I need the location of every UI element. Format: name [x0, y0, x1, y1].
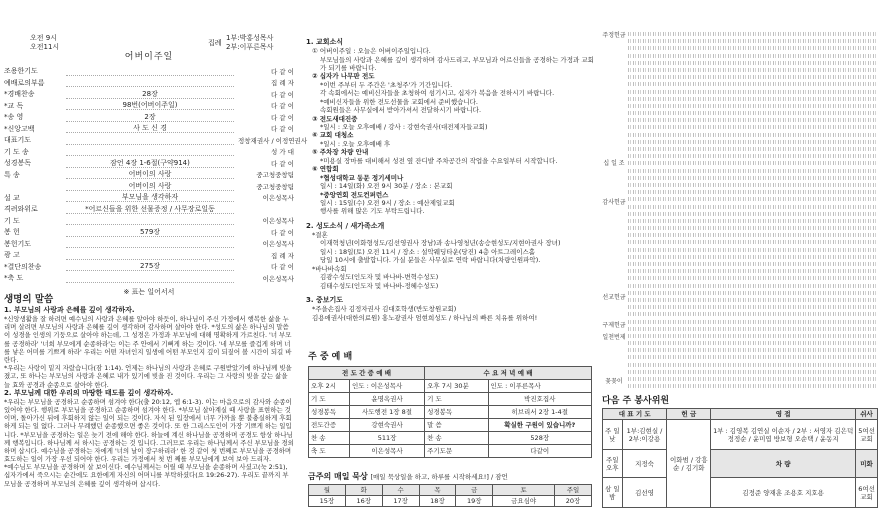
news-line: *중앙연회 전도컨퍼런스: [320, 190, 389, 199]
news-line: *협성대학교 동문 정기세미나: [320, 173, 404, 182]
order-dots: [66, 229, 234, 237]
news-line: 일시 : 15일(수) 오전 9시 / 장소 : 예산제일교회: [320, 198, 455, 207]
offering-name-line: [628, 341, 876, 345]
order-label: 광 고: [4, 251, 20, 260]
news-line: 속회원들은 사무실에서 받아가셔서 전달하시기 바랍니다.: [320, 106, 482, 115]
week-worship-cell: 성경봉독: [309, 406, 350, 419]
week-worship-cell: 기 도: [425, 393, 488, 406]
offering-names: [628, 32, 876, 391]
order-middle: [147, 239, 153, 247]
order-middle: 28장: [139, 90, 161, 98]
order-middle: [147, 216, 153, 224]
offering-name-line: [628, 219, 876, 223]
order-row: [4, 158, 294, 170]
news-line: *일시 : 오늘 오후예배 / 강사 : 강현숙권사(대전제자들교회): [320, 123, 488, 132]
order-row: [4, 273, 294, 285]
sv-row1-label: 주 일 낮: [603, 420, 623, 450]
offering-name-line: [628, 327, 876, 331]
week-worship-cell: 찬 송: [425, 432, 488, 445]
offering-name-line: [628, 104, 876, 108]
offering-name-line: [628, 276, 876, 280]
offering-name-line: [628, 291, 876, 295]
side-label-1: 주정헌금: [602, 32, 626, 39]
order-row: [4, 250, 294, 262]
week-worship-title: 주 중 예 배: [308, 352, 353, 362]
order-dots: [66, 263, 234, 271]
news-line: 김광수성도(인도자 및 바나바-변혁수성도): [320, 273, 439, 282]
reading-chapter: 17장: [382, 496, 419, 507]
offering-name-line: [628, 140, 876, 144]
order-row: [4, 112, 294, 124]
week-worship-cell: 축 도: [309, 445, 350, 458]
order-right: 이은성목사: [262, 217, 294, 226]
week-worship-cell: 확실한 구원이 있습니까?: [488, 419, 591, 432]
offering-name-line: [628, 370, 876, 374]
news-line: *주을손집사 김정자권사 김대호학생(반도창원교회): [312, 305, 457, 314]
news-line: 김용애권사(대한의료원) 홍노광권사 엄현희성도 / 하나님의 빠른 치유를 위하여!: [312, 313, 538, 322]
order-middle: 98번(어버이주일): [120, 101, 181, 109]
order-dots: [66, 102, 234, 110]
reading-chapter: 18장: [419, 496, 456, 507]
order-right: 다 같 이: [271, 125, 294, 134]
week-worship-cell: 기 도: [309, 393, 350, 406]
order-row: [4, 66, 294, 78]
week-worship-cell: 이은성목사: [349, 445, 424, 458]
order-label: 성경봉독: [4, 159, 32, 168]
offering-name-line: [628, 197, 876, 201]
order-row: [4, 135, 308, 147]
week-worship-row: [309, 445, 592, 458]
sv-h-guide: 영 접: [711, 409, 856, 420]
order-label: *결단의찬송: [4, 262, 42, 271]
order-right: 다 같 이: [271, 263, 294, 272]
word-para-3: *우리는 부모님을 공경하고 순종하며 섬겨야 한다(출 20:12, 엡 6:1-3). 이는 마음으로의 감사와 순종이 있어야 한다. 행위로 부모님을 공경하고 순종하며 섬겨야 한다. *부모님 살아계실 때 사랑을 표현하는 것이며, 돌아가신 뒤에 후회하지 않는 일이 되는 것이다. 자식 된 입장에서 너무 가까울 뿐 불충실하게 후회하게 되는 일 없다. 그러나 무례했던 순종했으면 좋은 것이다. 또 한 그리스도인이 가장 기쁘게 하는 일입니다. *부모님을 공경하는 일은 늦기 전에 해야 한다. 하늘에 계신 하나님을 공경하며 공경도 항상 하나님께 행복입니다. 하나님께 서 하시는 공경하는 것 입니다. 그러므로 우리는 하나님께서 주신 부모님을 경외하며 삽시다. 예수님을 공경하는 자에게 '너의 날이 장구하리라' 한 것 같이 첫 번째로 부모님을 공경하며 효도하는 일이 가장 우선 되어야 한다. 우리는 가정에서 첫 번 째를 부모님에게 보여 보아 드리자.: [4, 397, 294, 464]
order-label: *신앙고백: [4, 124, 35, 133]
order-row: [4, 262, 294, 274]
order-middle: [147, 67, 153, 75]
offering-name-line: [628, 176, 876, 180]
week-worship-cell: 511장: [349, 432, 424, 445]
news-heading: 3. 중보기도: [306, 296, 344, 304]
offering-name-line: [628, 68, 876, 72]
news-line: 김태수성도(인도자 및 바나바-정혜수성도): [320, 281, 439, 290]
news-line: *예비신자들을 위한 전도선물을 교회에서 준비했습니다.: [320, 97, 478, 106]
order-middle: 275장: [137, 262, 163, 270]
order-dots: [66, 194, 234, 202]
offering-name-line: [628, 348, 876, 352]
right-leader: 인도 : 이푸른목사: [488, 380, 591, 393]
news-line: ⑤ 주차장 차량 안내: [312, 148, 369, 157]
reading-chapter: 금요심야: [493, 496, 555, 507]
order-row: [4, 101, 294, 113]
offering-name-line: [628, 54, 876, 58]
order-row: [4, 239, 294, 251]
sv-h-offering: 헌 금: [667, 409, 711, 420]
reading-day: 금: [456, 485, 493, 496]
order-dots: [66, 114, 234, 122]
week-worship-cell: 히브리서 2장 1-4절: [488, 406, 591, 419]
order-row: [4, 181, 294, 193]
offering-name-line: [628, 363, 876, 367]
right-service-title: 수 요 저 녁 예 배: [425, 367, 592, 380]
order-label: *경배찬송: [4, 90, 35, 99]
servants-title: 다음 주 봉사위원: [602, 396, 670, 406]
word-para-4: *예수님도 부모님을 공경하며 살 보이신다. 예수님께서는 어릴 때 부모님을 순종하며 사셨고(눅 2:51), 십자가에서 죽으시는 순간에도 요한에게 자신의 어머니를 부탁하셨다(요 19:26-27). 우리도 끝까지 부모님을 공경하며 부모님의 은혜를 깊이 생각하며 삽시다.: [4, 463, 289, 488]
news-heading: 1. 교회소식: [306, 38, 344, 46]
order-middle: 어버이의 사랑: [126, 182, 175, 190]
week-worship-row: [309, 393, 592, 406]
sv-h-meal: 쉬사: [856, 409, 878, 420]
reading-title: 금주의 매일 묵상: [308, 472, 368, 481]
order-dots: [66, 160, 234, 168]
side-label-7: 꽃꽂이: [605, 378, 623, 385]
week-worship-cell: 다같이: [488, 445, 591, 458]
order-dots: [66, 183, 234, 191]
order-row: [4, 204, 294, 216]
order-right: 중고청중창팀: [256, 171, 294, 180]
offering-name-line: [628, 320, 876, 324]
offering-name-line: [628, 233, 876, 237]
order-middle: [147, 78, 153, 86]
week-worship-cell: 윤명옥권사: [349, 393, 424, 406]
order-row: [4, 216, 294, 228]
news-heading: 2. 성도소식 / 새가족소개: [306, 221, 385, 230]
offering-name-line: [628, 75, 876, 79]
order-right: 이은성목사: [262, 274, 294, 283]
order-right: 다 같 이: [271, 90, 294, 99]
sv-h-clean: 미화: [856, 450, 878, 478]
order-label: *교 독: [4, 101, 24, 110]
week-worship-cell: 박진호집사: [488, 393, 591, 406]
news-line: 일시 : 18일(토) 오전 11시 / 장소 : 설악웨딩타운(당진) 4층 아트그레이스홀: [320, 247, 536, 256]
reading-chapter: 19장: [456, 496, 493, 507]
offering-name-line: [628, 97, 876, 101]
week-worship-cell: 강현숙권사: [349, 419, 424, 432]
sv-offering: 이화범 / 강흥순 / 김기화: [667, 420, 711, 508]
week-worship-cell: 성경봉독: [425, 406, 488, 419]
reading-day: 주일: [555, 485, 592, 496]
news-line: ④ 교회 대청소: [312, 131, 354, 140]
order-middle: [147, 147, 153, 155]
order-row: [4, 170, 294, 182]
news-line: *이번 주부터 두 주간은 '초청주'가 기간입니다.: [320, 80, 453, 89]
offering-name-line: [628, 269, 876, 273]
order-dots: [66, 68, 234, 76]
order-dots: [66, 125, 234, 133]
order-dots: [66, 206, 234, 214]
reading-day: 목: [419, 485, 456, 496]
week-worship-cell: 사도행전 1장 8절: [349, 406, 424, 419]
side-label-3: 감사헌금: [602, 199, 626, 206]
offering-name-line: [628, 154, 876, 158]
offering-name-line: [628, 90, 876, 94]
order-right: 다 같 이: [271, 102, 294, 111]
offering-name-line: [628, 248, 876, 252]
order-dots: [66, 148, 234, 156]
news-line: 당일 10시에 출발합니다. 가실 분들은 사무실로 연락 바랍니다(차량인원파악).: [320, 256, 541, 265]
word-subtitle-2: 2. 부모님께 대한 우리의 마땅한 태도를 깊이 생각하자.: [4, 388, 174, 397]
order-middle: [147, 136, 153, 144]
side-label-5: 구제헌금: [602, 322, 626, 329]
order-right: 이은성목사: [262, 240, 294, 249]
order-middle: *어르신들을 위한 선물증정 / 사무장로일동: [82, 205, 218, 213]
reading-day: 토: [493, 485, 555, 496]
news-line: *미용실 장마를 대비해서 성전 옆 잔디밭 주차공간의 작업을 수요일부터 시작합니다.: [320, 156, 558, 165]
order-right: 이은성목사: [262, 194, 294, 203]
reading-header: [308, 472, 508, 482]
news-line: ③ 전도새대진중: [312, 114, 358, 123]
order-dots: [66, 137, 234, 145]
order-label: 설 교: [4, 193, 20, 202]
week-worship-cell: 찬 송: [309, 432, 350, 445]
order-row: [4, 124, 294, 136]
news-line: 부모님들의 사랑과 은혜를 깊이 생각하며 감사드리고, 부모님과 어르신들을 공경하는 가정과 교회가 되기를 바랍니다.: [320, 55, 594, 72]
order-label: 대표기도: [4, 136, 32, 145]
news-line: 이재혁청년(이화형성도/김선영권사 장남)과 송나영청년(송승현성도/지현아권사 장녀): [320, 239, 561, 248]
week-worship-cell: 말 씀: [425, 419, 488, 432]
order-label: 기 도: [4, 216, 20, 225]
sv-row2-label: 주일오후: [603, 450, 623, 478]
reading-chapter: 15장: [309, 496, 346, 507]
left-leader: 인도 : 이은성목사: [349, 380, 424, 393]
order-label: *송 영: [4, 113, 24, 122]
order-column: [0, 0, 308, 523]
offering-name-line: [628, 61, 876, 65]
offering-name-line: [628, 312, 876, 316]
week-worship-cell: 528장: [488, 432, 591, 445]
reading-table: [308, 484, 592, 507]
order-right: 다 같 이: [271, 228, 294, 237]
service-label: 집례: [208, 39, 222, 47]
word-para-2: *우리는 사랑이 밑지 자랐습니다(잠 1:14). 언제는 하나님의 사랑과 은혜로 구원받았기에 하나님께 빚을 졌고, 또 하나는 부모님의 사랑과 은혜로 내가 있기에 빚을 진 것이다. 우리는 그 사랑의 빚을 갚는 삶을 늘 효와 공경과 순종으로 살아야 한다.: [4, 364, 292, 389]
order-middle: [147, 274, 153, 282]
offering-name-line: [628, 334, 876, 338]
reading-subtitle: [매일 묵상일을 하고, 하루를 시작하세요!] / 잠언: [370, 473, 508, 481]
week-worship-row: [309, 406, 592, 419]
offering-name-line: [628, 240, 876, 244]
sv-h-prayer: 대 표 기 도: [603, 409, 667, 420]
order-right: 중고청중창팀: [256, 182, 294, 191]
sv-row3-label: 삼 일 밤: [603, 478, 623, 508]
order-dots: [66, 79, 234, 87]
sv-guide: 1부 : 김영복 김연실 이순자 / 2부 : 서영자 김은덕 정정순 / 윤미엽 방보형 오순택 / 윤동지: [711, 420, 856, 450]
word-subtitle-1: 1. 부모님의 사랑과 은혜를 깊이 생각하자.: [4, 306, 135, 315]
right-time: 오후 7시 30분: [425, 380, 488, 393]
reading-day: 수: [382, 485, 419, 496]
order-label: 예배로의부름: [4, 78, 45, 87]
news-line: ② 십자가 나무판 전도: [312, 72, 375, 81]
offering-name-line: [628, 212, 876, 216]
order-right: 집 례 자: [271, 251, 294, 260]
reading-day: 월: [309, 485, 346, 496]
offering-name-line: [628, 147, 876, 151]
sv-meal: 5여선교회: [856, 420, 878, 450]
side-label-6: 일천번제: [602, 334, 626, 341]
order-right: 다 같 이: [271, 67, 294, 76]
news-line: *결혼: [312, 230, 328, 239]
order-row: [4, 227, 294, 239]
news-line: ① 어버이주일 : 오늘은 어버이주일입니다.: [312, 47, 431, 56]
news-line: 각 속회에서는 예비신자들을 초청하여 섬기시고, 십자가 복음을 전하시기 바랍니다.: [320, 89, 555, 98]
order-right: 집 례 자: [271, 79, 294, 88]
offering-name-line: [628, 183, 876, 187]
reading-chapter: 16장: [345, 496, 382, 507]
order-middle: 어버이의 사랑: [126, 170, 175, 178]
order-row: [4, 89, 294, 101]
offering-name-line: [628, 226, 876, 230]
offering-name-line: [628, 46, 876, 50]
order-row: [4, 78, 294, 90]
news-section: [306, 36, 594, 326]
news-line: 행사를 위해 많은 기도 부탁드립니다.: [320, 207, 425, 216]
order-middle: 사 도 신 경: [130, 124, 170, 132]
offering-name-line: [628, 298, 876, 302]
news-column: [300, 0, 600, 523]
offering-name-line: [628, 190, 876, 194]
offering-name-line: [628, 205, 876, 209]
order-dots: [66, 240, 234, 248]
offering-name-line: [628, 32, 876, 36]
reading-day: 화: [345, 485, 382, 496]
order-dots: [66, 171, 234, 179]
sv-car: 김정준 양재훈 조용호 지호용: [711, 478, 856, 508]
week-worship-cell: 전도간증: [309, 419, 350, 432]
order-title: 어버이주일: [124, 52, 174, 62]
sv-h-car: 차 량: [711, 450, 856, 478]
news-line: ⑥ 연합회: [312, 165, 339, 174]
week-worship-table: [308, 366, 592, 458]
offering-name-line: [628, 255, 876, 259]
offering-name-line: [628, 82, 876, 86]
week-worship-row: [309, 419, 592, 432]
order-middle: 잠언 4장 1-6절(구약914): [107, 159, 193, 167]
order-middle: 2장: [141, 113, 158, 121]
news-line: *일시 : 오늘 오후예배 후: [320, 139, 391, 148]
offering-name-line: [628, 133, 876, 137]
offering-name-line: [628, 262, 876, 266]
offering-name-line: [628, 118, 876, 122]
left-time: 오후 2시: [309, 380, 350, 393]
offering-name-line: [628, 305, 876, 309]
news-line: 일시 : 14일(화) 오전 9시 30분 / 장소 : 본교회: [320, 182, 453, 191]
offering-name-line: [628, 111, 876, 115]
side-label-4: 선교헌금: [602, 294, 626, 301]
offering-name-line: [628, 355, 876, 359]
sv-row2-prayer: 지정숙: [622, 450, 667, 478]
service-times: 오전 9시 오전11시: [30, 34, 60, 51]
week-worship-cell: 주기도문: [425, 445, 488, 458]
reading-chapter: 20장: [555, 496, 592, 507]
sv-clean: 6여선교회: [856, 478, 878, 508]
order-middle: 579장: [137, 228, 163, 236]
offering-column: [600, 0, 880, 523]
order-label: 격려와위로: [4, 205, 38, 214]
order-right: 다 같 이: [271, 113, 294, 122]
offering-name-line: [628, 169, 876, 173]
offering-name-line: [628, 161, 876, 165]
order-label: 봉 헌: [4, 228, 20, 237]
service-parts: 1부:박홍성목사 2부:이푸른목사: [226, 34, 274, 51]
order-label: 조용한기도: [4, 67, 38, 76]
order-middle: [147, 251, 153, 259]
offering-name-line: [628, 377, 876, 381]
order-right: 정창재권사 / 이정연권사: [238, 136, 308, 145]
offering-name-line: [628, 125, 876, 129]
order-note: ※ 표는 일어서서: [123, 287, 175, 296]
order-dots: [66, 217, 234, 225]
order-row: [4, 193, 294, 205]
order-dots: [66, 252, 234, 260]
order-label: 봉헌기도: [4, 239, 32, 248]
order-row: [4, 147, 294, 159]
news-line: *바나바속회: [312, 264, 347, 273]
word-para-1: *신앙생활을 잘 하려면 예수님의 사랑과 은혜를 알아야 하듯이, 하나님이 주신 가정에서 행복한 삶을 누리며 살려면 부모님의 사랑과 은혜를 깊이 생각하며 감사하며 살아야 한다. *성도의 삶은 하나님의 말씀이 성경을 인생의 기둥으로 살아야 하는데, 그 성경은 가정과 부모님에 대해 명확하게 가르친다. '너 부모를 공경하라' '너희 부모에게 순종하라'는 이는 주 안에서 기뻐게 하는 것이다. '네 부모를 즐겁게 하며 너를 낳은 어미를 기쁘게 하라' 우리는 어떤 자녀인지 일생에 어떤 부모인지 깊이 되짚어 볼 시간이 되길 바란다.: [4, 315, 292, 365]
order-list: [4, 66, 308, 296]
order-label: 기 도 송: [4, 147, 29, 156]
order-middle: 부모님을 생각하자: [119, 193, 181, 201]
offering-name-line: [628, 284, 876, 288]
order-dots: [66, 275, 234, 283]
order-right: 성 가 대: [271, 148, 294, 157]
offering-name-line: [628, 39, 876, 43]
order-label: 특 송: [4, 170, 20, 179]
word-title: 생명의 말씀: [4, 294, 54, 305]
order-label: *축 도: [4, 274, 24, 283]
servants-table: [602, 408, 878, 508]
side-label-2: 십 일 조: [603, 160, 625, 167]
sv-row1-prayer: 1부:김현실 / 2부:이강용: [622, 420, 667, 450]
offering-name-line: [628, 384, 876, 388]
week-worship-row: [309, 432, 592, 445]
order-dots: [66, 91, 234, 99]
word-section: [4, 294, 294, 488]
left-service-title: 전 도 간 증 예 배: [309, 367, 425, 380]
order-right: 다 같 이: [271, 159, 294, 168]
sv-row3-prayer: 김선영: [622, 478, 667, 508]
